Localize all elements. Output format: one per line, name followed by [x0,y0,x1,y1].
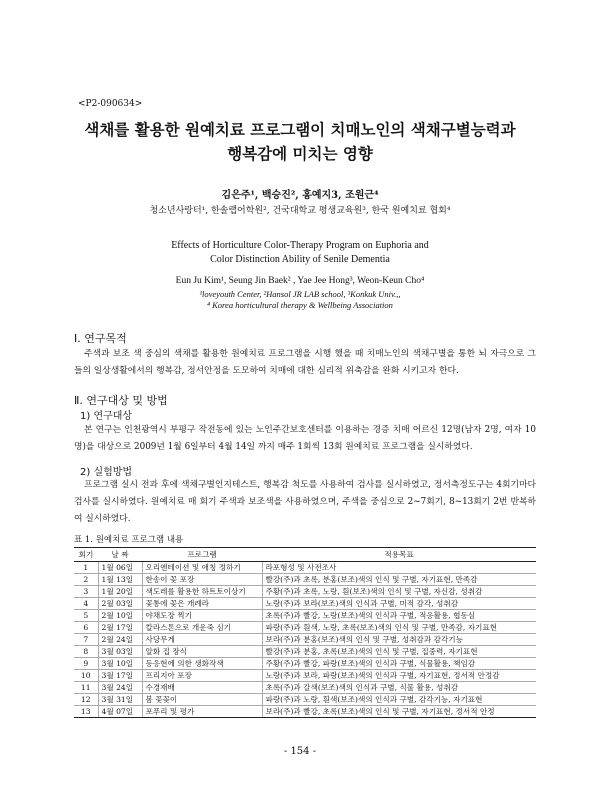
header-goal: 적용목표 [262,548,536,562]
cell-date: 1월 20일 [98,586,142,598]
cell-goal: 초록(주)과 빨강, 노랑(보조)색의 인식과 구별, 적응활용, 협동심 [262,610,536,622]
cell-session: 12 [74,694,98,706]
cell-date: 1월 06일 [98,562,142,574]
cell-program: 꽃통에 꽃은 개례라 [142,598,262,610]
cell-session: 2 [74,574,98,586]
cell-date: 3월 03일 [98,646,142,658]
cell-date: 3월 24일 [98,682,142,694]
cell-date: 2월 10일 [98,610,142,622]
authors-korean: 김은주¹, 백승진², 홍예지3, 조원근⁴ [221,190,379,201]
title-english-line-2: Color Distinction Ability of Senile Dementia [210,254,390,265]
cell-program: 수경재배 [142,682,262,694]
table-row [74,682,536,694]
cell-session: 9 [74,658,98,670]
cell-goal: 노랑(주)과 보라, 파랑(보조)색의 인식과 구별, 자기표현, 정서적 안정감 [262,670,536,682]
cell-session: 7 [74,634,98,646]
cell-session: 10 [74,670,98,682]
table-row [74,610,536,622]
cell-goal: 주황(주)과 초록, 노랑, 흰(보조)색의 인식 및 구별, 자신감, 성취감 [262,586,536,598]
paper-code: <P2-090634> [78,99,143,109]
affiliation-english-line-2: ⁴ Korea horticultural therapy & Wellbeing Association [207,300,393,310]
cell-date: 1월 13일 [98,574,142,586]
table-header-row [74,548,536,562]
authors-english: Eun Ju Kim¹, Seung Jin Baek² , Yae Jee Hong³, Weon-Keun Cho⁴ [175,276,425,286]
cell-date: 3월 10일 [98,658,142,670]
table-body [74,562,536,718]
table-row [74,706,536,718]
cell-session: 4 [74,598,98,610]
cell-goal: 빨강(주)과 분홍, 초록(보조)색의 인식 및 구별, 집중력, 자기표현 [262,646,536,658]
cell-date: 3월 17일 [98,670,142,682]
cell-goal: 초록(주)과 갈색(보조)색의 인식과 구별, 식물 활용, 성취감 [262,682,536,694]
cell-program: 봄 꽃꽂이 [142,694,262,706]
cell-goal: 보라(주)과 빨강, 초록(보조)색의 인식 및 구별, 자기표현, 정서적 안정 [262,706,536,718]
header-date: 날 짜 [98,548,142,562]
subsection-text-subjects: 본 연구는 인천광역시 부평구 작전동에 있는 노인주간보호센터를 이용하는 경증 치매 어르신 12명(남자 2명, 여자 10명)을 대상으로 2009년 1월 6일부터 4월 14일 까지 매주 1회씩 13회 원예치료 프로그램을 실시하였다. [74,425,536,452]
cell-program: 색도레를 활용한 하트토이상기 [142,586,262,598]
cell-goal: 파랑(주)과 노랑, 흰색(보조)색의 인식과 구별, 감각기능, 자기표현 [262,694,536,706]
cell-session: 6 [74,622,98,634]
title-korean-line-1: 색채를 활용한 원예치료 프로그램이 치매노인의 색채구별능력과 [84,121,516,139]
cell-goal: 보라(주)과 분홍(보조)색의 인식 및 구별, 성취감과 감각기능 [262,634,536,646]
title-english-line-1: Effects of Horticulture Color-Therapy Program on Euphoria and [171,240,429,251]
header-session: 회기 [74,548,98,562]
table-row [74,586,536,598]
cell-program: 야채도장 찍기 [142,610,262,622]
table-row [74,622,536,634]
table-row [74,562,536,574]
cell-session: 5 [74,610,98,622]
cell-program: 알화 집 장식 [142,646,262,658]
cell-program: 포푸리 및 평가 [142,706,262,718]
table-row [74,670,536,682]
cell-program: 한송이 꽃 포장 [142,574,262,586]
table-row [74,658,536,670]
table-row [74,694,536,706]
table-row [74,574,536,586]
cell-session: 8 [74,646,98,658]
affiliation-korean: 청소년사랑터¹, 한솔랩어학원², 건국대학교 평생교육원³, 한국 원예치료 협회⁴ [149,206,451,216]
program-table [74,547,536,718]
cell-date: 2월 17일 [98,622,142,634]
cell-program: 프리지아 포장 [142,670,262,682]
cell-goal: 라포형성 및 사전조사 [262,562,536,574]
cell-session: 13 [74,706,98,718]
cell-date: 4월 07일 [98,706,142,718]
cell-session: 11 [74,682,98,694]
section-heading-methods: Ⅱ. 연구대상 및 방법 [74,394,168,407]
table-row [74,598,536,610]
page-number: - 154 - [283,746,317,757]
cell-session: 3 [74,586,98,598]
section-text-purpose: 주색과 보조 색 중심의 색채를 활용한 원예치료 프로그램을 시행 했을 때 치매노인의 색채구별을 통한 뇌 자극으로 그들의 일상생활에서의 행복감, 정서안정을 도모하여 치매에 대한 심리적 위축감을 완화 시키고자 한다. [74,349,536,376]
cell-date: 2월 24일 [98,634,142,646]
subsection-heading-method: 2) 실험방법 [80,467,133,478]
cell-program: 오리엔테이션 및 애칭 정하기 [142,562,262,574]
section-heading-purpose: Ⅰ. 연구목적 [74,332,127,345]
cell-date: 3월 31일 [98,694,142,706]
table-row [74,634,536,646]
cell-session: 1 [74,562,98,574]
subsection-text-method: 프로그램 실시 전과 후에 색채구별인지테스트, 행복감 척도를 사용하여 검사를 실시하였고, 정서측정도구는 4회기마다 검사를 실시하였다. 원예치료 매 회기 주색과 보조색을 사용하였으며, 주색을 중심으로 2~7회기, 8~13회기 2번 반복하여 실시하였다. [74,480,536,524]
subsection-heading-subjects: 1) 연구대상 [80,411,133,422]
cell-program: 사당무게 [142,634,262,646]
cell-program: 칼라스톤으로 개운죽 심기 [142,622,262,634]
cell-date: 2월 03일 [98,598,142,610]
header-program: 프로그램 [142,548,262,562]
cell-goal: 파랑(주)과 흰색, 노랑, 초록(보조)색의 인식 및 구별, 만족감, 자기표현 [262,622,536,634]
cell-goal: 노랑(주)과 보라(보조)색의 인식과 구별, 미적 감각, 성취감 [262,598,536,610]
title-korean-line-2: 행복감에 미치는 영향 [227,145,373,163]
table-caption: 표 1. 원예치료 프로그램 내용 [74,535,184,545]
affiliation-english-line-1: ¹loveyouth Center, ²Hansol JR LAB school, ³Konkuk Univ.,, [199,289,401,299]
cell-goal: 빨강(주)과 초록, 분홍(보조)색의 인식 및 구별, 자기표현, 만족감 [262,574,536,586]
cell-program: 등응현에 의한 생화작색 [142,658,262,670]
table-row [74,646,536,658]
cell-goal: 주황(주)과 빨강, 파랑(보조)색의 인식과 구별, 식물활용, 책임감 [262,658,536,670]
